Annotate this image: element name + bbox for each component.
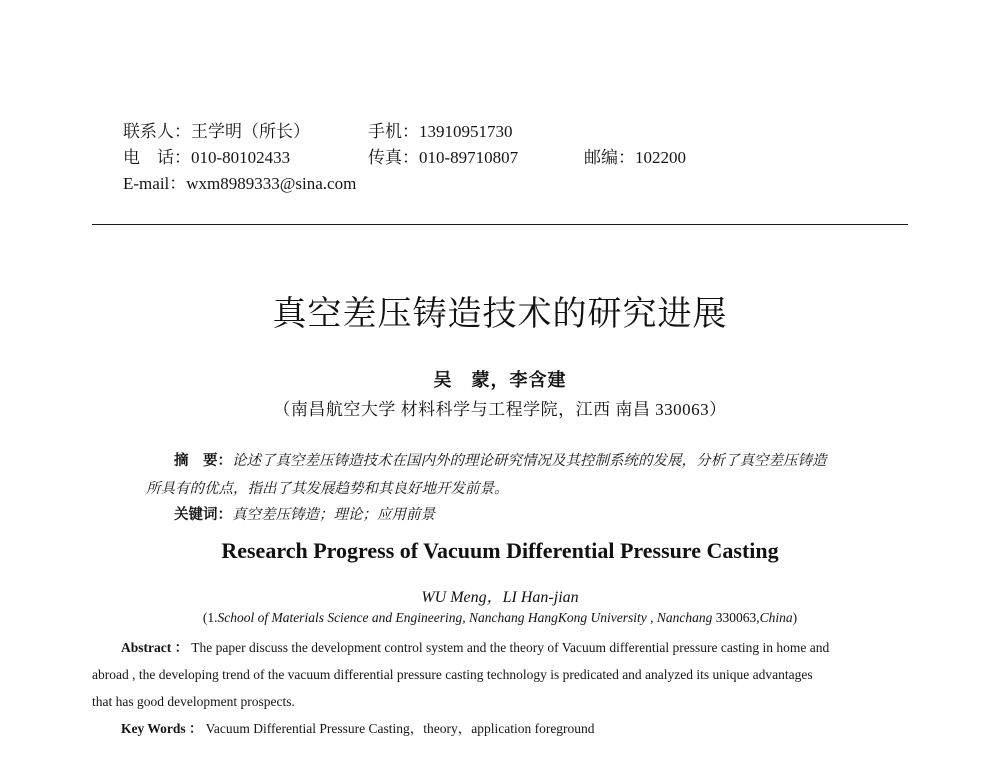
keywords-en-text: Vacuum Differential Pressure Casting，theory，application foreground — [205, 721, 595, 736]
abstract-en-line2 — [92, 661, 813, 688]
email-value: wxm8989333@sina.com — [186, 174, 357, 193]
mobile-value: 13910951730 — [419, 122, 513, 141]
affiliation-en-suffix: ) — [792, 610, 798, 625]
email-label: E-mail： — [123, 174, 187, 193]
abstract-en-text1: The paper discuss the development control system and the theory of Vacuum differential pressure casting in home and — [191, 640, 830, 655]
authors-cn: 吴 蒙，李含建 — [433, 370, 567, 390]
abstract-en-label: Abstract — [121, 640, 172, 655]
abstract-en-sep: ： — [171, 640, 189, 655]
keywords-cn-row — [174, 503, 435, 524]
keywords-en-sep: ： — [185, 721, 203, 736]
abstract-cn-text2: 所具有的优点，指出了其发展趋势和其良好地开发前景。 — [146, 481, 509, 497]
fax-label: 传真： — [368, 148, 419, 167]
mobile-label: 手机： — [368, 122, 419, 141]
fax-value: 010-89710807 — [419, 148, 519, 167]
abstract-en-line1 — [121, 634, 829, 661]
affiliation-en-prefix: (1. — [202, 610, 218, 625]
contact-person-row — [123, 122, 310, 142]
abstract-cn-line1 — [174, 449, 827, 470]
phone-row — [123, 148, 290, 168]
affiliation-cn: （南昌航空大学 材料科学与工程学院，江西 南昌 330063） — [273, 400, 727, 419]
keywords-cn-text: 真空差压铸造；理论；应用前景 — [232, 507, 435, 523]
keywords-en-label: Key Words — [121, 721, 186, 736]
phone-value: 010-80102433 — [191, 148, 291, 167]
affiliation-en-body: School of Materials Science and Engineering, Nanchang HangKong University , Nanchang — [217, 610, 713, 625]
mobile-row — [368, 122, 513, 142]
keywords-cn-label: 关键词： — [174, 507, 232, 523]
abstract-cn-line2 — [146, 477, 509, 498]
paper-title-en: Research Progress of Vacuum Differential Pressure Casting — [221, 538, 779, 563]
postcode-label: 邮编： — [584, 148, 635, 167]
postcode-value: 102200 — [635, 148, 686, 167]
header-divider — [92, 224, 908, 225]
phone-label: 电 话： — [123, 148, 191, 167]
abstract-cn-text1: 论述了真空差压铸造技术在国内外的理论研究情况及其控制系统的发展，分析了真空差压铸造 — [232, 453, 827, 469]
abstract-en-text2: abroad , the developing trend of the vacuum differential pressure casting technology is predicated and analyzed its unique advantages — [92, 667, 813, 682]
affiliation-en — [0, 610, 1000, 626]
keywords-en-row — [121, 715, 595, 742]
contact-person-value: 王学明（所长） — [191, 122, 310, 141]
paper-title-cn: 真空差压铸造技术的研究进展 — [272, 294, 728, 334]
authors-en: WU Meng，LI Han-jian — [421, 589, 579, 606]
abstract-en-line3 — [92, 688, 295, 715]
fax-row — [368, 148, 518, 168]
email-row — [123, 174, 356, 194]
affiliation-en-code: 330063, — [712, 610, 760, 625]
abstract-cn-label: 摘 要： — [174, 453, 232, 469]
postcode-row — [584, 148, 686, 168]
affiliation-en-country: China — [759, 610, 793, 625]
contact-person-label: 联系人： — [123, 122, 191, 141]
abstract-en-text3: that has good development prospects. — [92, 694, 295, 709]
